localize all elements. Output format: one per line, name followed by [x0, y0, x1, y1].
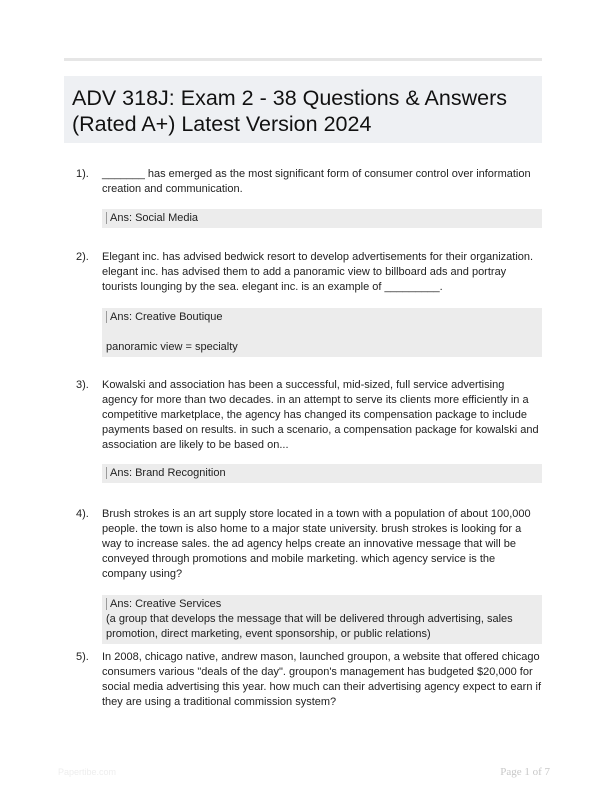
question-block-2 — [64, 250, 542, 357]
question-text: Elegant inc. has advised bedwick resort to develop advertisements for their organization. elegant inc. has advised them to add a panoramic view to billboard ads and portray tourists lounging by the sea. elegant inc. is an example of _________. — [102, 251, 534, 293]
answer-note: panoramic view = specialty — [106, 341, 238, 353]
answer-text: Ans: Social Media — [106, 212, 198, 224]
answer-box — [102, 595, 542, 644]
answer-text: Ans: Brand Recognition — [106, 467, 226, 479]
answer-box — [102, 464, 542, 483]
question-number: 5). — [76, 651, 89, 663]
question-number: 2). — [76, 251, 89, 263]
answer-text: Ans: Creative Services — [106, 598, 221, 610]
question-text: In 2008, chicago native, andrew mason, launched groupon, a website that offered chicago consumers various "deals of the day". groupon's management has budgeted $20,000 for social media advertising this year. how much can their advertising agency expect to earn if they are using a traditional commission system? — [102, 651, 542, 708]
page-number: Page 1 of 7 — [500, 766, 550, 778]
question-block-3 — [64, 378, 542, 483]
footer-watermark: Papertibe.com — [58, 767, 117, 777]
answer-box — [102, 209, 542, 228]
question-number: 4). — [76, 508, 89, 520]
question-text: Brush strokes is an art supply store located in a town with a population of about 100,000 people. the town is also home to a major state university. brush strokes is looking for a way to increase sales. the ad agency helps create an innovative message that will be conveyed through promotions and mobile marketing. which agency service is the company using? — [102, 508, 531, 580]
question-text: Kowalski and association has been a successful, mid-sized, full service advertising agency for more than two decades. in an attempt to serve its clients more efficiently in a competitive marketplace, the agency has changed its compensation package to include payments based on results. in such a scenario, a compensation package for kowalski and association are likely to be based on... — [102, 379, 539, 451]
question-text: _______ has emerged as the most significant form of consumer control over information creation and communication. — [102, 168, 531, 195]
question-number: 3). — [76, 379, 89, 391]
question-number: 1). — [76, 168, 89, 180]
question-block-1 — [64, 167, 542, 228]
answer-note: (a group that develops the message that will be delivered through advertising, sales promotion, direct marketing, event sponsorship, or public relations) — [106, 613, 513, 640]
answer-text: Ans: Creative Boutique — [106, 311, 223, 323]
question-block-4 — [64, 507, 542, 644]
answer-box — [102, 308, 542, 357]
document-title: ADV 318J: Exam 2 - 38 Questions & Answers (Rated A+) Latest Version 2024 — [72, 86, 507, 136]
title-banner — [64, 76, 542, 143]
question-block-5 — [64, 650, 542, 710]
top-divider — [64, 58, 542, 61]
